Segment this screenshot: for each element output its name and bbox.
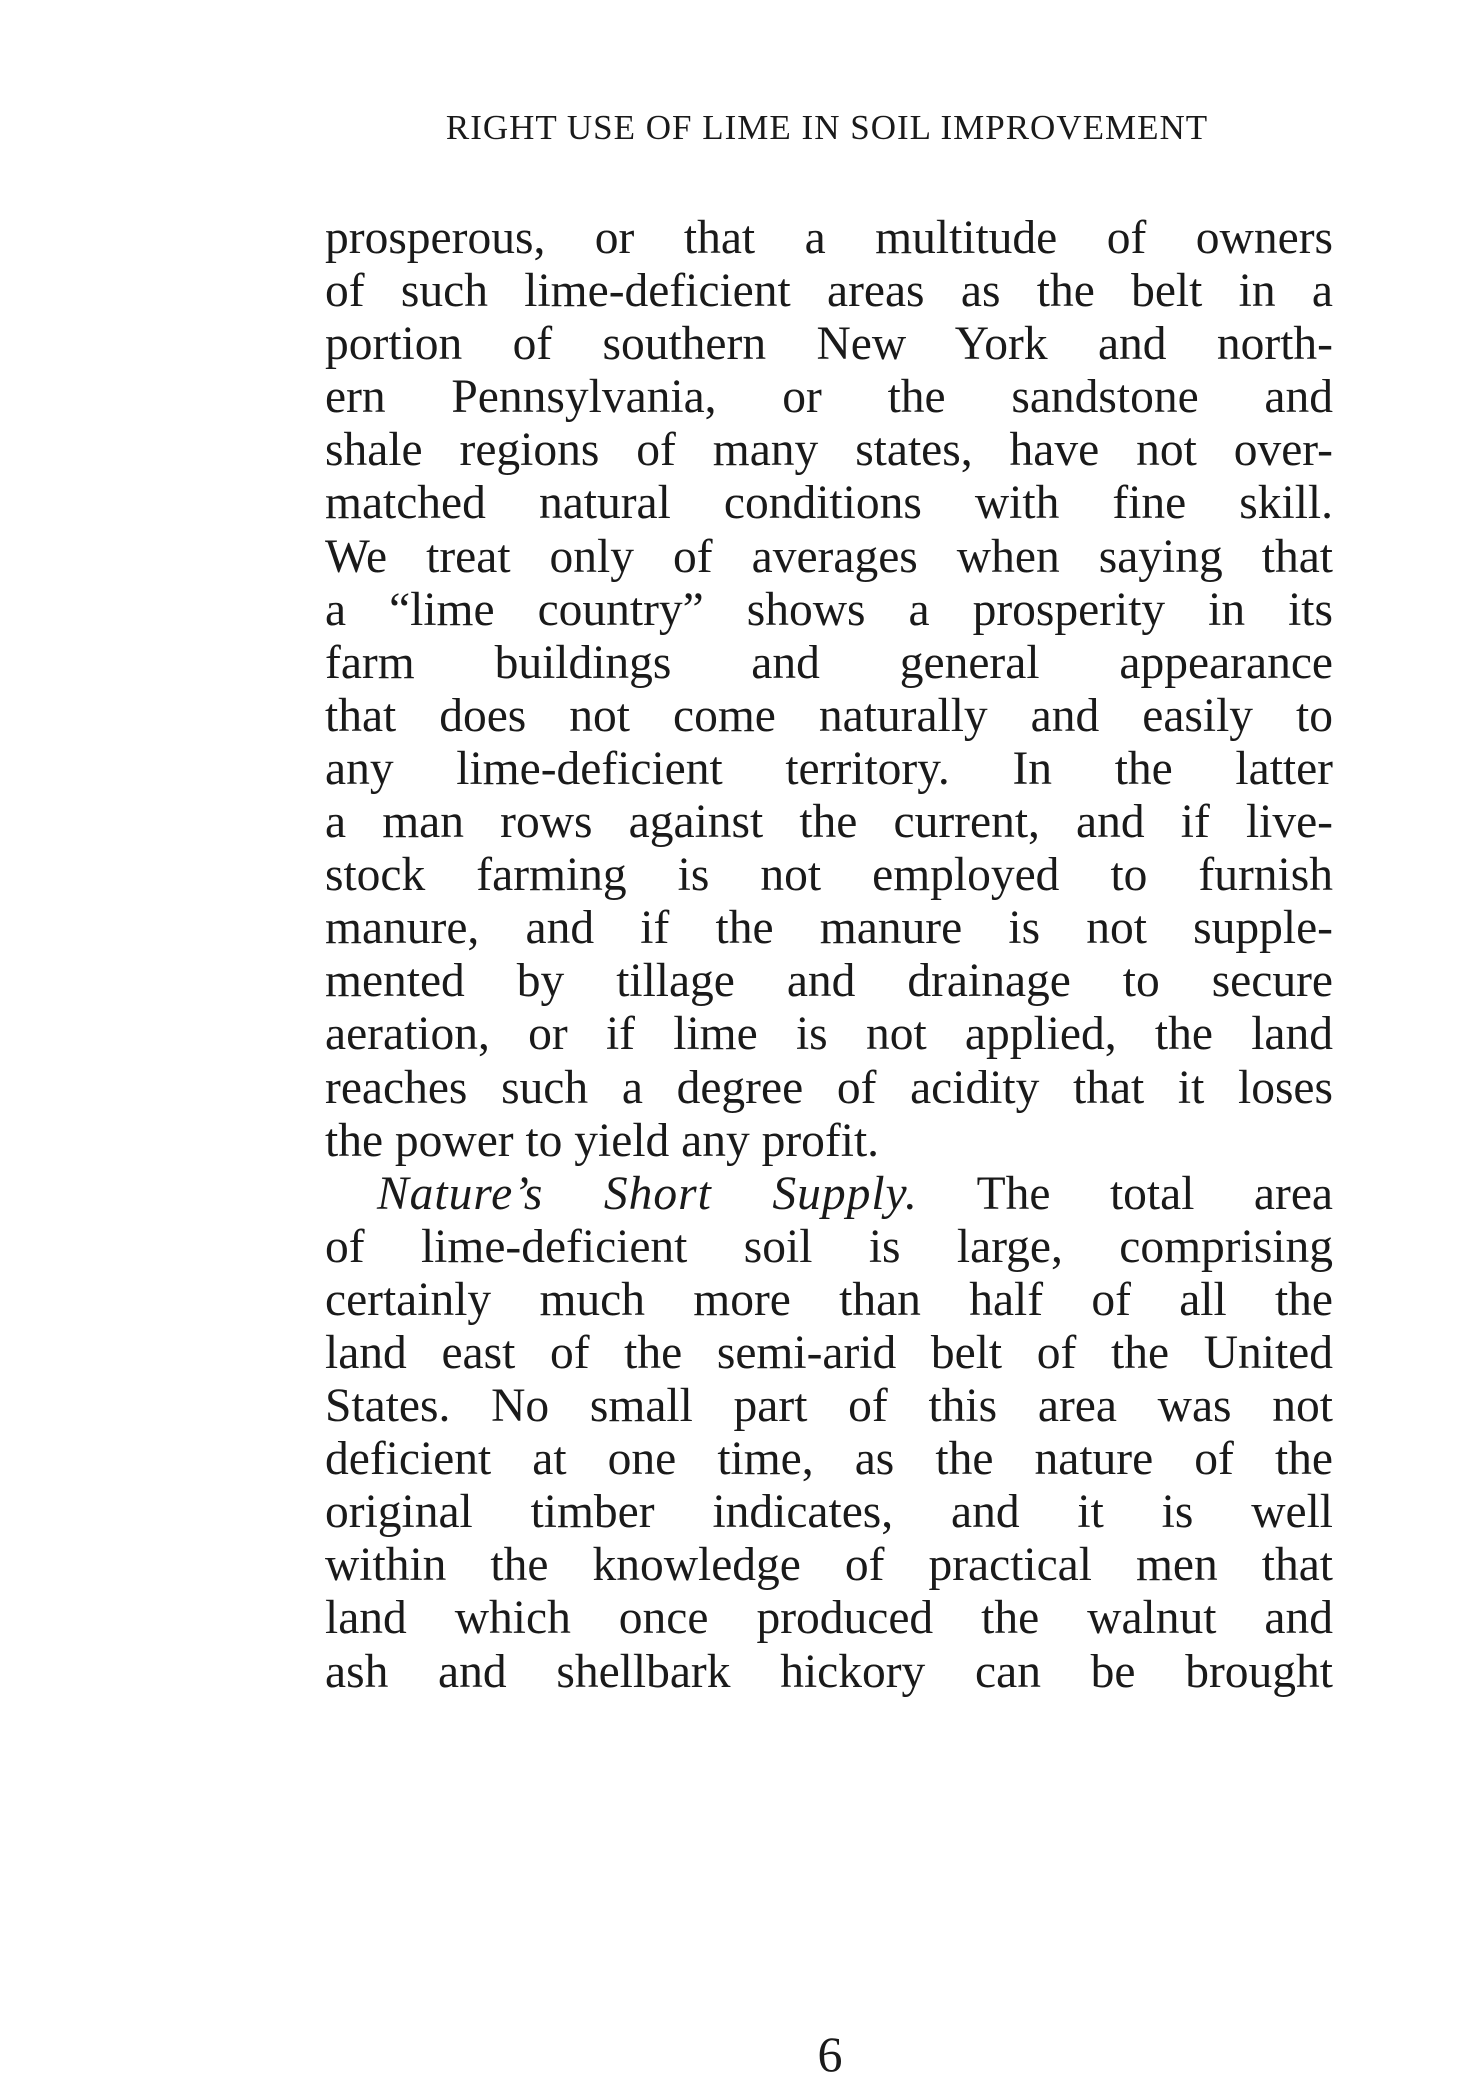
- text-line: certainly much more than half of all the: [325, 1273, 1333, 1326]
- text-line: deficient at one time, as the nature of the: [325, 1433, 1333, 1486]
- text-line: a “lime country” shows a prosperity in its: [325, 583, 1333, 636]
- text-line: any lime-deficient territory. In the latter: [325, 742, 1333, 795]
- text-line: of lime-deficient soil is large, comprising: [325, 1220, 1333, 1273]
- text-line: a man rows against the current, and if live-: [325, 796, 1333, 849]
- text-line: farm buildings and general appearance: [325, 636, 1333, 689]
- text-line: mented by tillage and drainage to secure: [325, 955, 1333, 1008]
- text-line: States. No small part of this area was not: [325, 1380, 1333, 1433]
- text-line: ern Pennsylvania, or the sandstone and: [325, 371, 1333, 424]
- text-line: shale regions of many states, have not over-: [325, 424, 1333, 477]
- page-number: 6: [817, 2026, 843, 2082]
- text-line: that does not come naturally and easily to: [325, 689, 1333, 742]
- text-line: land east of the semi-arid belt of the United: [325, 1326, 1333, 1379]
- text-line: stock farming is not employed to furnish: [325, 849, 1333, 902]
- text-line: matched natural conditions with fine skill.: [325, 477, 1333, 530]
- section-heading: Nature’s Short Supply.: [377, 1167, 918, 1220]
- text-line: We treat only of averages when saying that: [325, 530, 1333, 583]
- text-line: manure, and if the manure is not supple-: [325, 902, 1333, 955]
- text-line: of such lime-deficient areas as the belt in a: [325, 265, 1333, 318]
- text-line: the power to yield any profit.: [325, 1114, 880, 1167]
- text-line: prosperous, or that a multitude of owners: [325, 212, 1333, 264]
- section-first-line: [325, 1168, 1333, 1221]
- text-line: land which once produced the walnut and: [325, 1592, 1333, 1645]
- running-head: RIGHT USE OF LIME IN SOIL IMPROVEMENT: [445, 108, 1209, 147]
- section-first-line-text: The total area: [976, 1167, 1333, 1220]
- text-line: reaches such a degree of acidity that it loses: [325, 1061, 1333, 1114]
- text-line: aeration, or if lime is not applied, the land: [325, 1008, 1333, 1061]
- text-line: within the knowledge of practical men that: [325, 1539, 1333, 1592]
- text-line: ash and shellbark hickory can be brought: [325, 1645, 1333, 1698]
- body-text: [325, 212, 1333, 1699]
- text-line: portion of southern New York and north-: [325, 318, 1333, 371]
- text-line: original timber indicates, and it is well: [325, 1486, 1333, 1539]
